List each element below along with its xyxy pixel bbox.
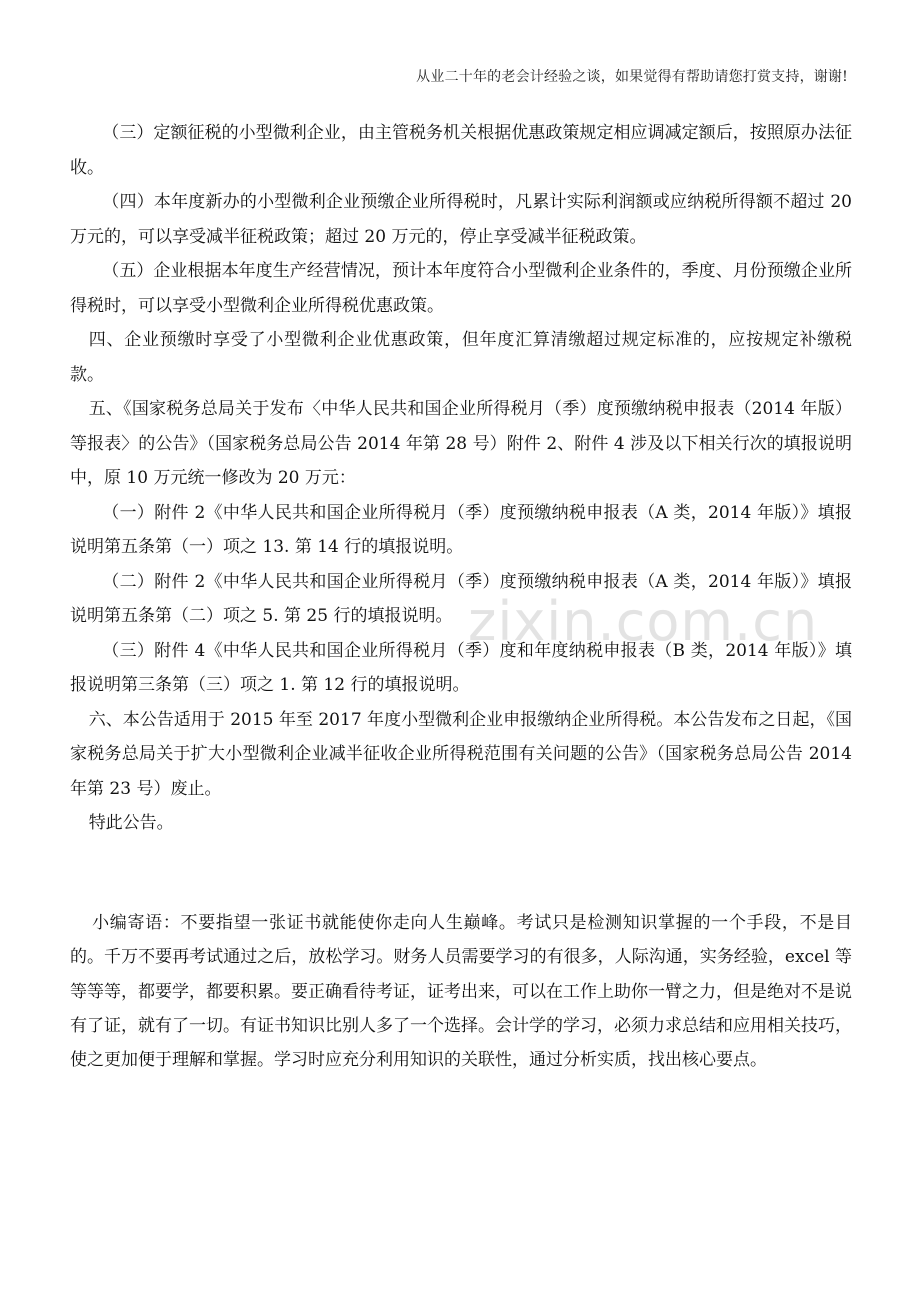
- paragraph-section-5: 五、《国家税务总局关于发布〈中华人民共和国企业所得税月（季）度预缴纳税申报表（2014 年版）等报表〉的公告》（国家税务总局公告 2014 年第 28 号）附件 2、附件 4 涉及以下相关行次的填报说明中，原 10 万元统一修改为 20 万元：: [70, 399, 852, 488]
- paragraph-item-5: （五）企业根据本年度生产经营情况，预计本年度符合小型微利企业条件的，季度、月份预缴企业所得税时，可以享受小型微利企业所得税优惠政策。: [70, 261, 852, 316]
- paragraph-sub-3: （三）附件 4《中华人民共和国企业所得税月（季）度和年度纳税申报表（B 类，2014 年版）》填报说明第三条第（三）项之 1. 第 12 行的填报说明。: [70, 640, 852, 695]
- paragraph-section-6: 六、本公告适用于 2015 年至 2017 年度小型微利企业申报缴纳企业所得税。本公告发布之日起，《国家税务总局关于扩大小型微利企业减半征收企业所得税范围有关问题的公告》（国家税务总局公告 2014 年第 23 号）废止。: [70, 709, 852, 799]
- editor-note: 小编寄语：不要指望一张证书就能使你走向人生巅峰。考试只是检测知识掌握的一个手段，不是目的。千万不要再考试通过之后，放松学习。财务人员需要学习的有很多，人际沟通，实务经验，excel 等等等等，都要学，都要积累。要正确看待考证，证考出来，可以在工作上助你一臂之力，但是绝对不是说有了证，就有了一切。有证书知识比别人多了一个选择。会计学的学习，必须力求总结和应用相关技巧，使之更加便于理解和掌握。学习时应充分利用知识的关联性，通过分析实质，找出核心要点。: [70, 913, 852, 1071]
- paragraph-sub-2: （二）附件 2《中华人民共和国企业所得税月（季）度预缴纳税申报表（A 类，2014 年版）》填报说明第五条第（二）项之 5. 第 25 行的填报说明。: [70, 571, 852, 626]
- paragraph-item-4: （四）本年度新办的小型微利企业预缴企业所得税时，凡累计实际利润额或应纳税所得额不超过 20 万元的，可以享受减半征税政策；超过 20 万元的，停止享受减半征税政策。: [70, 192, 852, 247]
- closing-line: 特此公告。: [88, 813, 174, 833]
- announcement-body: [70, 116, 852, 875]
- paragraph-item-3: （三）定额征税的小型微利企业，由主管税务机关根据优惠政策规定相应调减定额后，按照原办法征收。: [70, 123, 852, 178]
- watermark: zixin.com.cn: [468, 590, 819, 653]
- header-note: 从业二十年的老会计经验之谈，如果觉得有帮助请您打赏支持，谢谢!: [416, 69, 848, 85]
- paragraph-sub-1: （一）附件 2《中华人民共和国企业所得税月（季）度预缴纳税申报表（A 类，2014 年版）》填报说明第五条第（一）项之 13. 第 14 行的填报说明。: [70, 502, 852, 557]
- paragraph-section-4: 四、企业预缴时享受了小型微利企业优惠政策，但年度汇算清缴超过规定标准的，应按规定补缴税款。: [70, 330, 852, 385]
